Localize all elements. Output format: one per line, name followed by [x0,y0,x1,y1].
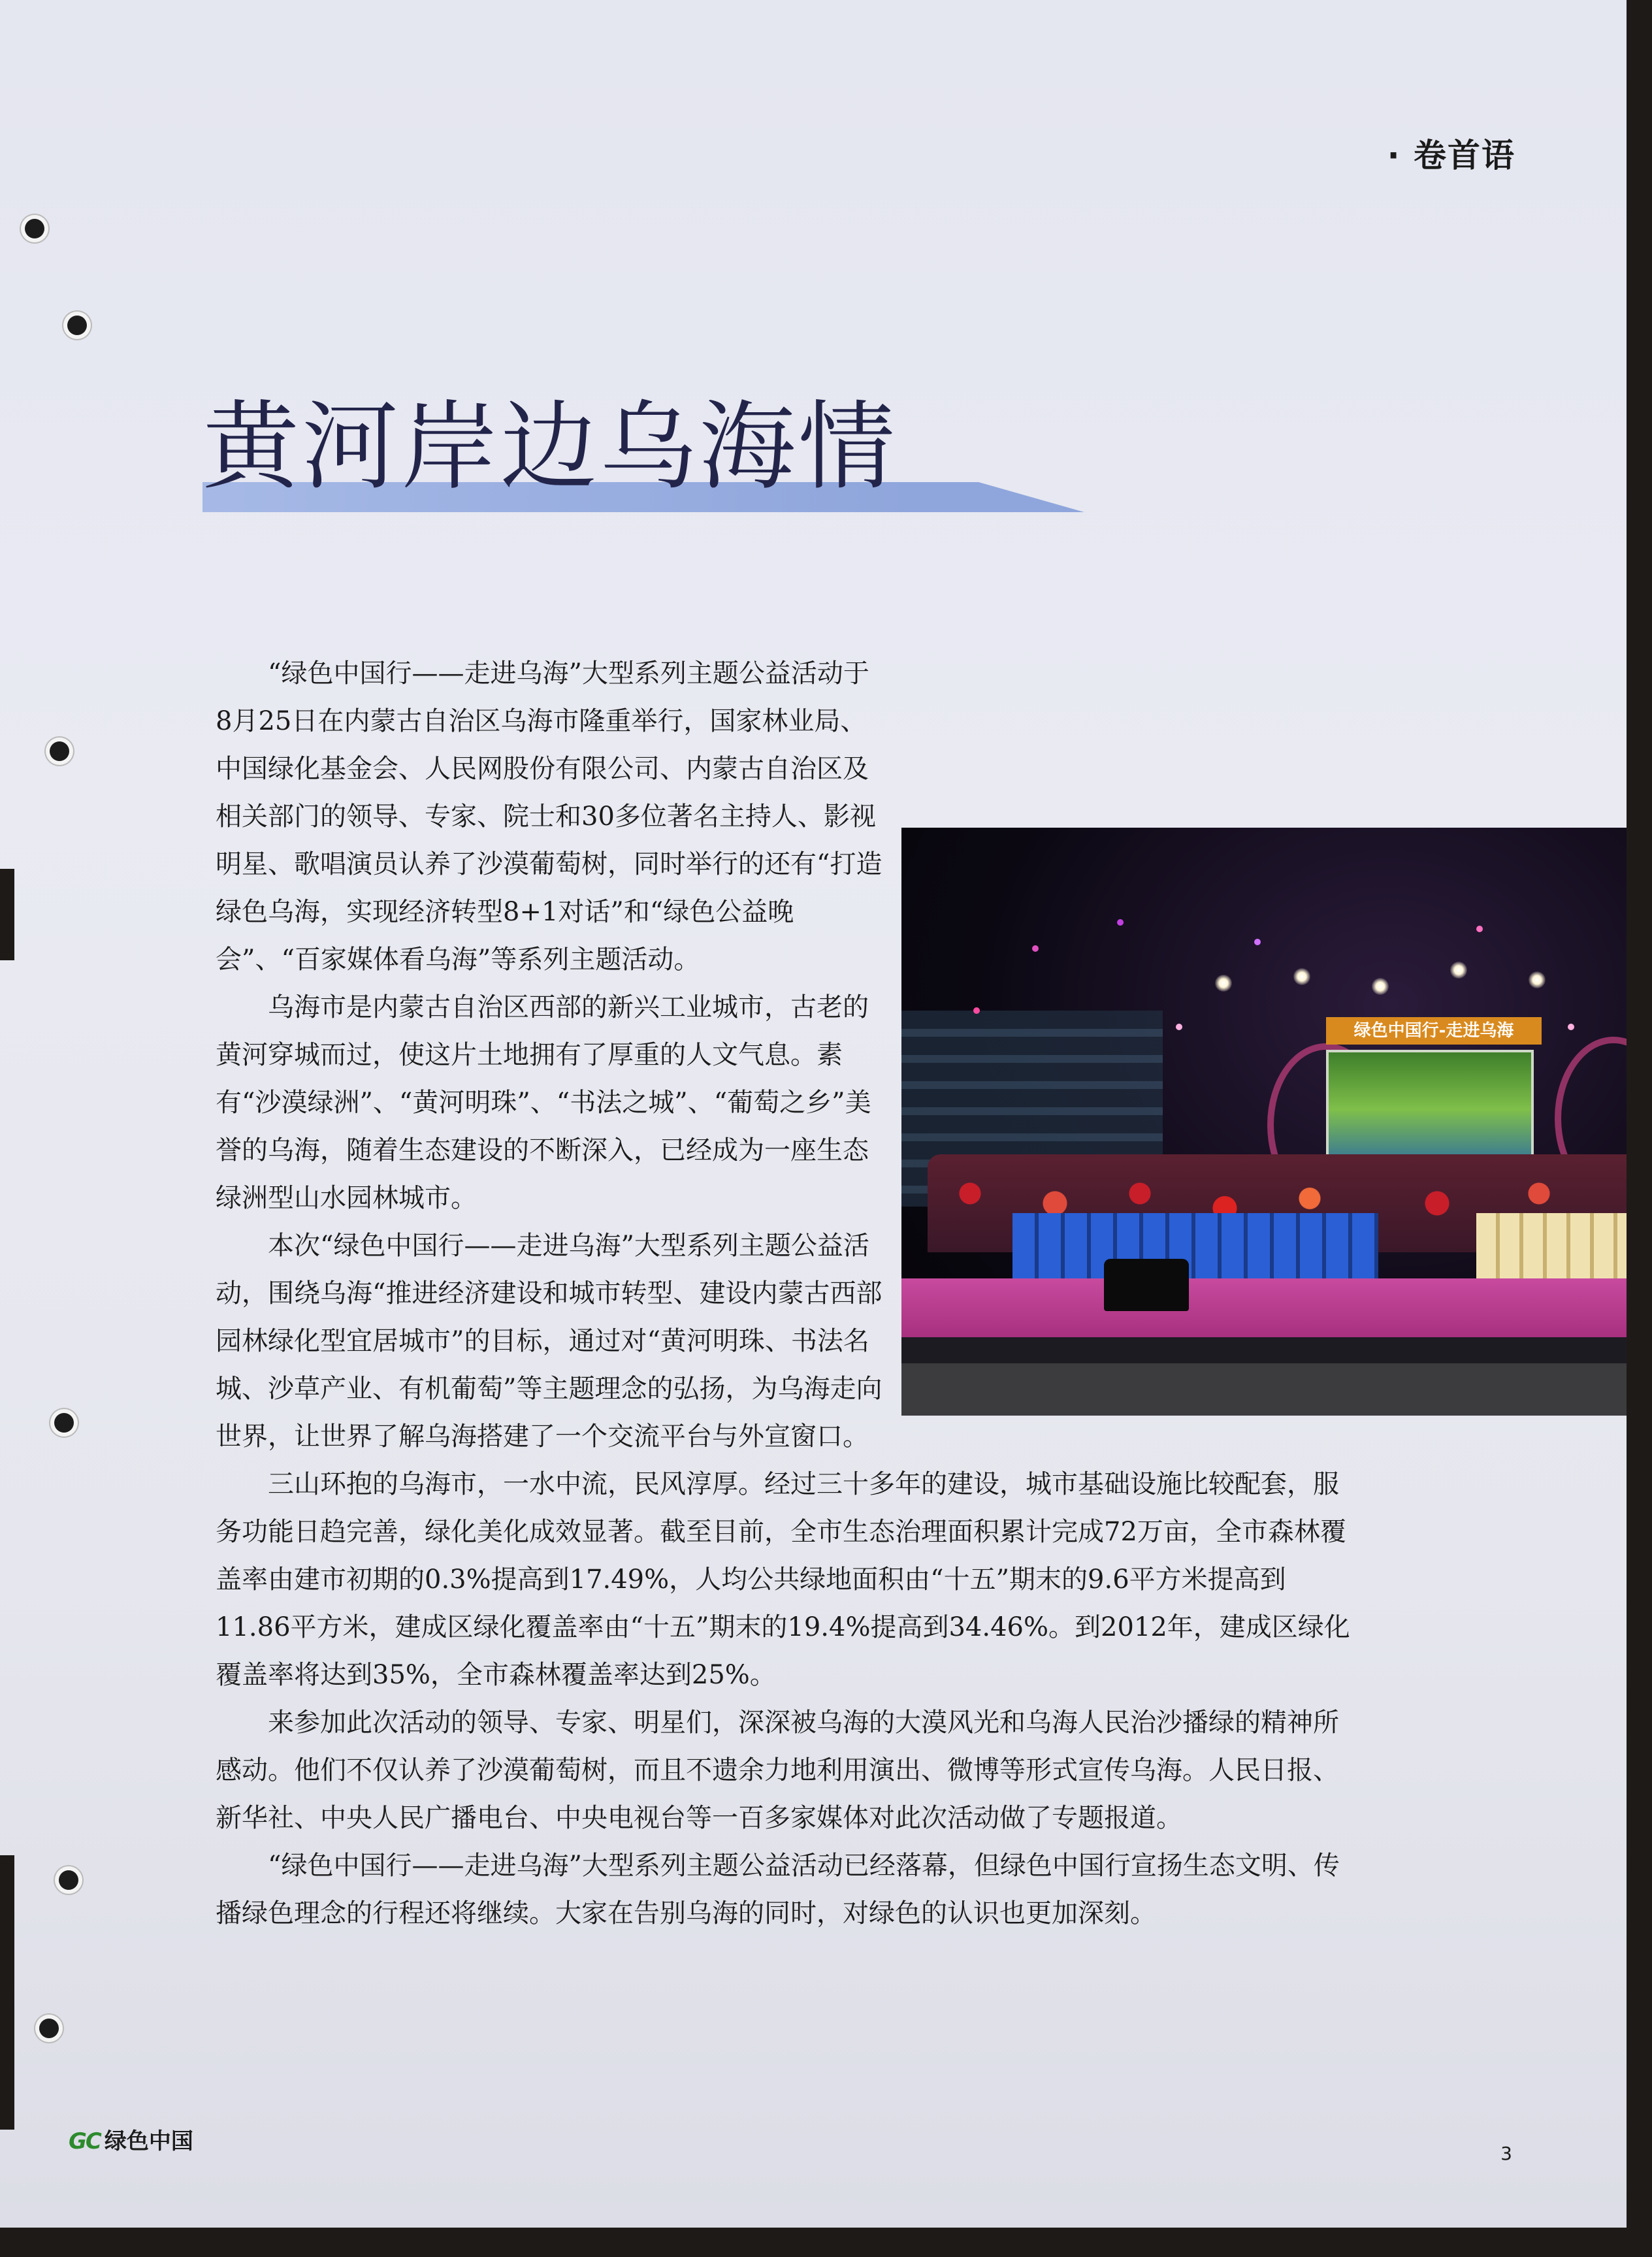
stage-banner: 绿色中国行-走进乌海 [1326,1017,1542,1045]
stage-light [1293,968,1310,985]
paragraph: 本次“绿色中国行——走进乌海”大型系列主题公益活动，围绕乌海“推进经济建设和城市转型、建设内蒙古西部园林绿化型宜居城市”的目标，通过对“黄河明珠、书法名城、沙草产业、有机葡萄”等主题理念的弘扬，为乌海走向世界，让世界了解乌海搭建了一个交流平台与外宣窗口。 [216,1231,883,1452]
performers-cream-row [1476,1213,1627,1278]
section-label: · 卷首语 [1387,137,1515,174]
paragraph: “绿色中国行——走进乌海”大型系列主题公益活动于8月25日在内蒙古自治区乌海市隆重举行，国家林业局、中国绿化基金会、人民网股份有限公司、内蒙古自治区及相关部门的领导、专家、院士和30多位著名主持人、影视明星、歌唱演员认养了沙漠葡萄树，同时举行的还有“打造绿色乌海，实现经济转型8+1对话”和“绿色公益晚会”、“百家媒体看乌海”等系列主题活动。 [216,658,883,975]
stage-floor [901,1278,1627,1337]
magazine-logo [69,2123,193,2155]
stage-speaker [1104,1259,1189,1311]
stage-light-dot [1117,919,1124,926]
stage-light [1215,975,1232,992]
logo-mark: GC [69,2128,101,2154]
photo-ground [901,1363,1627,1416]
page-number: 3 [1500,2143,1512,2164]
stage-light-dot [1032,945,1039,952]
binder-hole [25,219,44,238]
stage-light [1529,971,1546,988]
article-body [216,650,1514,1938]
stage-light-dot [1568,1024,1574,1030]
binder-hole [67,316,87,335]
stage-light-dot [1476,926,1483,932]
stage-light-dot [973,1007,980,1014]
article-title: 黄河岸边乌海情 [202,391,898,503]
stage-light [1372,978,1389,995]
paragraph: 乌海市是内蒙古自治区西部的新兴工业城市，古老的黄河穿城而过，使这片土地拥有了厚重的人文气息。素有“沙漠绿洲”、“黄河明珠”、“书法之城”、“葡萄之乡”美誉的乌海，随着生态建设的不断深入，已经成为一座生态绿洲型山水园林城市。 [216,992,871,1213]
paragraph: 三山环抱的乌海市，一水中流，民风淳厚。经过三十多年的建设，城市基础设施比较配套，服务功能日趋完善，绿化美化成效显著。截至目前，全市生态治理面积累计完成72万亩，全市森林覆盖率由建市初期的0.3%提高到17.49%，人均公共绿地面积由“十五”期末的9.6平方米提高到11.86平方米，建成区绿化覆盖率由“十五”期末的19.4%提高到34.46%。到2012年，建成区绿化覆盖率将达到35%，全市森林覆盖率达到25%。 [216,1469,1350,1690]
event-photo [901,828,1627,1416]
page-edge-tear [0,1855,14,2130]
stage-light [1450,962,1467,979]
paragraph: “绿色中国行——走进乌海”大型系列主题公益活动已经落幕，但绿色中国行宣扬生态文明、传播绿色理念的行程还将继续。大家在告别乌海的同时，对绿色的认识也更加深刻。 [216,1851,1340,1928]
stage-screen [1326,1050,1534,1169]
binder-hole [39,2019,59,2038]
page-edge-tear [0,869,14,960]
performers-blue-row [1012,1213,1378,1278]
paragraph: 来参加此次活动的领导、专家、明星们，深深被乌海的大漠风光和乌海人民治沙播绿的精神所感动。他们不仅认养了沙漠葡萄树，而且不遗余力地利用演出、微博等形式宣传乌海。人民日报、新华社、中央人民广播电台、中央电视台等一百多家媒体对此次活动做了专题报道。 [216,1708,1339,1833]
stage-light-dot [1176,1024,1182,1030]
binder-hole [59,1870,78,1890]
stage-edge [901,1337,1627,1363]
logo-text: 绿色中国 [104,2128,193,2154]
binder-hole [50,741,69,761]
stage-light-dot [1254,939,1261,945]
binder-hole [54,1413,74,1433]
